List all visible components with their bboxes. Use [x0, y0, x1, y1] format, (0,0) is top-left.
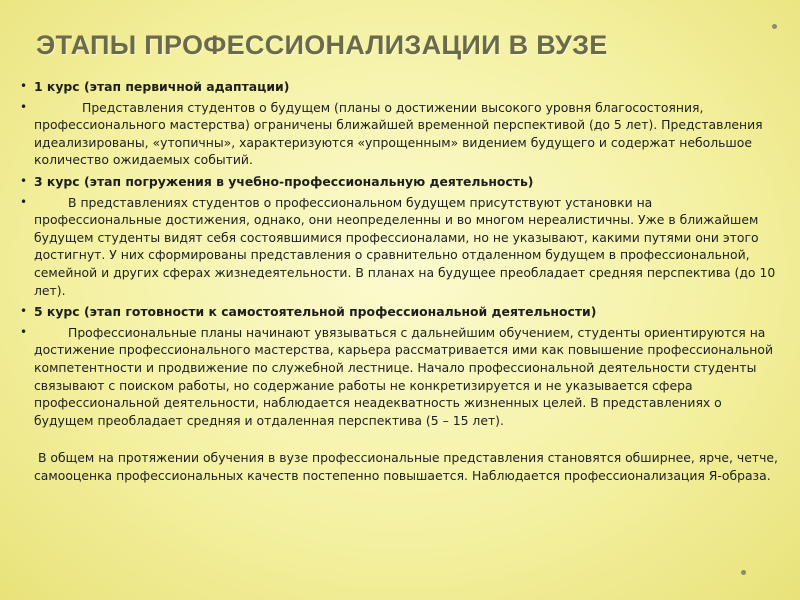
bullet-icon: • — [20, 194, 28, 209]
bullet-icon: • — [20, 304, 28, 319]
summary-paragraph — [34, 449, 780, 484]
summary-item — [20, 449, 780, 484]
decor-dot-top-right — [772, 24, 777, 29]
course-5-heading: 5 курс (этап готовности к самостоятельной профессиональной деятельности) — [34, 304, 597, 320]
list-item-course-5 — [20, 303, 780, 321]
slide-title: ЭТАПЫ ПРОФЕССИОНАЛИЗАЦИИ В ВУЗЕ — [36, 30, 608, 60]
course-5-paragraph — [34, 324, 780, 430]
course-1-paragraph-text: Представления студентов о будущем (планы о достижении высокого уровня благосостояния, профессионального мастерства) ограничены ближайшей временной перспективой (до 5 лет). Представления идеализированы, «утопичны», характеризуются «упрощенным» видением будущего и содержат небольшое количество ожидаемых событий. — [34, 99, 763, 168]
list-item-course-1-text — [20, 99, 780, 169]
bullet-icon: • — [20, 324, 28, 339]
list-item-course-3-text — [20, 194, 780, 300]
summary-text: В общем на протяжении обучения в вузе профессиональные представления становятся обширнее, ярче, четче, самооценка профессиональных качеств постепенно повышается. Наблюдается профессионализация Я-образа. — [34, 450, 778, 483]
list-item-course-3 — [20, 173, 780, 191]
bullet-icon: • — [20, 99, 28, 114]
list-item-course-1 — [20, 78, 780, 96]
bullet-icon: • — [20, 79, 28, 93]
course-3-heading: 3 курс (этап погружения в учебно-профессиональную деятельность) — [34, 173, 534, 189]
course-5-paragraph-text: Профессиональные планы начинают увязываться с дальнейшим обучением, студенты ориентируются на достижение профессионального мастерства, карьера рассматривается ими как повышение профессиональной компетентности и продвижение по служебной лестнице. Начало профессиональной деятельности студенты связывают с поиском работы, но содержание работы не конкретизируется и не указывается сфера профессиональной деятельности, наблюдается неадекватность жизненных целей. В представлениях о будущем преобладает средняя и отдаленная перспектива (5 – 15 лет). — [34, 324, 774, 428]
bullet-icon: • — [20, 173, 28, 188]
course-3-paragraph — [34, 194, 780, 300]
course-1-paragraph — [34, 99, 780, 169]
course-3-paragraph-text: В представлениях студентов о профессиональном будущем присутствуют установки на профессиональные достижения, однако, они неопределенны и во многом нереалистичны. Уже в ближайшем будущем студенты видят себя состоявшимися профессионалами, но не указывают, какими путями они этого достигнут. У них сформированы представления о сравнительно отдаленном будущем в профессиональной, семейной и других сферах жизнедеятельности. В планах на будущее преобладает средняя перспектива (до 10 лет). — [34, 194, 776, 298]
course-1-heading: 1 курс (этап первичной адаптации) — [34, 79, 290, 94]
list-item-course-5-text — [20, 324, 780, 430]
decor-dot-bottom-right — [741, 570, 746, 575]
slide-content — [20, 78, 780, 488]
